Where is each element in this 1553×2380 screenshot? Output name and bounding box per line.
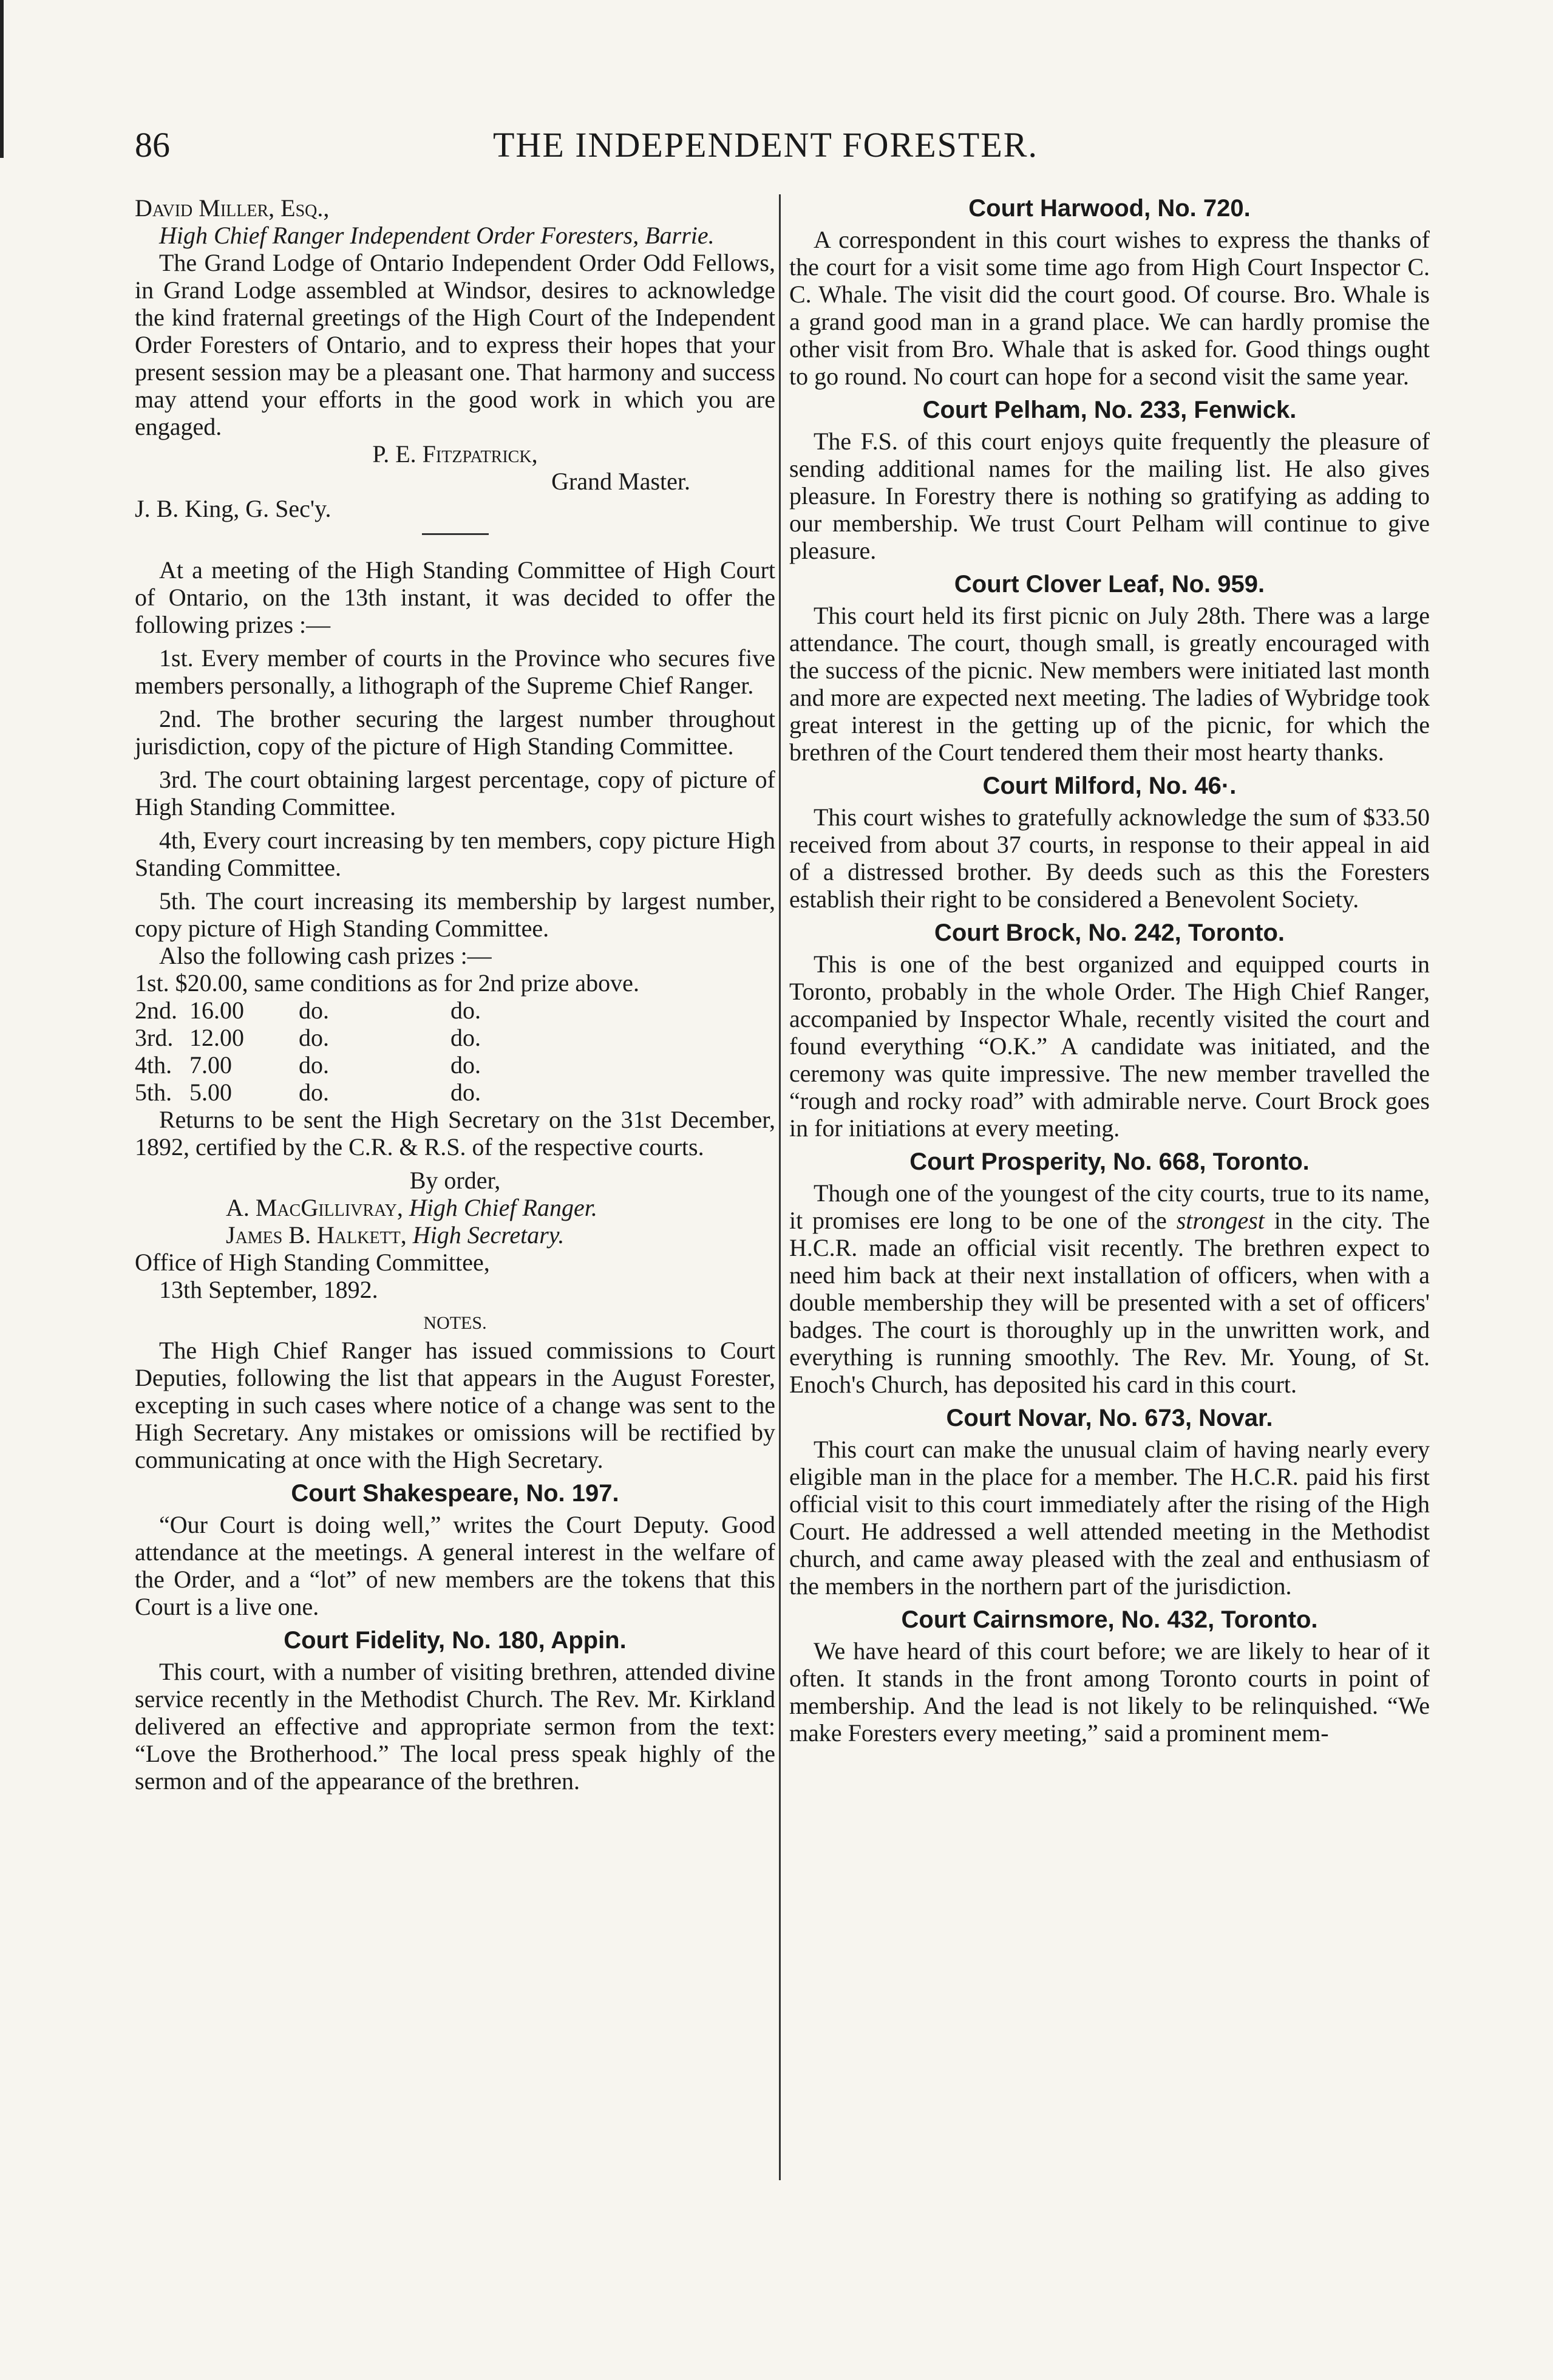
cash-prize-first: 1st. $20.00, same conditions as for 2nd prize above. — [135, 969, 639, 997]
court-heading: Court Brock, No. 242, Toronto. — [934, 919, 1285, 946]
letter-secretary: J. B. King, G. Sec'y. — [135, 495, 331, 522]
letter-body: The Grand Lodge of Ontario Independent Order Odd Fellows, in Grand Lodge assembled at Windsor, desires to acknowledge the kind fraternal greetings of the High Court of the Independent Order Foresters of Ontario, and to express their hopes that your present session may be a pleasant one. That harmony and success may attend your efforts in the good work in which you are engaged. — [135, 249, 775, 440]
notes-heading: NOTES. — [423, 1313, 487, 1333]
cash-place: 3rd. — [135, 1024, 174, 1051]
cash-prize-row — [135, 1051, 775, 1079]
cash-place: 2nd. — [135, 997, 177, 1024]
cash-amount: 12.00 — [189, 1024, 244, 1051]
running-title: THE INDEPENDENT FORESTER. — [493, 125, 1038, 165]
section-rule — [422, 533, 489, 535]
prizes-intro: At a meeting of the High Standing Committee of High Court of Ontario, on the 13th instant, it was decided to offer the following prizes :— — [135, 556, 775, 638]
court-heading: Court Pelham, No. 233, Fenwick. — [922, 397, 1297, 423]
right-column — [789, 194, 1430, 1747]
page-header — [135, 124, 1431, 173]
court-heading: Court Novar, No. 673, Novar. — [946, 1405, 1273, 1431]
page-number: 86 — [135, 125, 170, 165]
prize-item: 5th. The court increasing its membership by largest number, copy picture of High Standing Committee. — [135, 887, 775, 942]
letter-addressee: David Miller, Esq., — [135, 194, 330, 222]
prize-item: 1st. Every member of courts in the Province who secures five members personally, a lithograph of the Supreme Chief Ranger. — [135, 644, 775, 699]
cash-ditto: do. — [450, 1024, 481, 1051]
court-body: This court, with a number of visiting brethren, attended divine service recently in the Methodist Church. The Rev. Mr. Kirkland delivered an effective and appropriate sermon from the text: “Love the Brotherhood.” The local press speak highly of the sermon and of the appearance of the brethren. — [135, 1658, 775, 1795]
prize-item: 3rd. The court obtaining largest percentage, copy of picture of High Standing Committee. — [135, 766, 775, 820]
court-heading: Court Fidelity, No. 180, Appin. — [284, 1627, 627, 1654]
court-heading: Court Clover Leaf, No. 959. — [954, 571, 1265, 598]
cash-amount: 7.00 — [189, 1051, 232, 1079]
column-divider — [779, 194, 781, 2180]
left-column — [135, 194, 775, 1795]
office-line: Office of High Standing Committee, — [135, 1249, 490, 1276]
letter-addressee-title: High Chief Ranger Independent Order Foresters, Barrie. — [159, 222, 715, 249]
notes-body: The High Chief Ranger has issued commissions to Court Deputies, following the list that appears in the August Forester, excepting in such cases where notice of a change was sent to the High Secretary. Any mistakes or omissions will be rectified by communicating at once with the High Secretary. — [135, 1337, 775, 1473]
body-text: in the city. The H.C.R. made an official visit recently. The brethren expect to need him back at their next installation of officers, when with a double membership they will be presented with a set of officers' badges. The court is thoroughly up in the unwritten work, and everything is running smoothly. The Rev. Mr. Young, of St. Enoch's Church, has deposited his card in this court. — [789, 1207, 1430, 1398]
court-body: We have heard of this court before; we are likely to hear of it often. It stands in the front among Toronto courts in point of membership. And the lead is not likely to be relinquished. “We make Foresters every meeting,” said a prominent mem- — [789, 1637, 1430, 1747]
prizes-returns: Returns to be sent the High Secretary on the 31st December, 1892, certified by the C.R. & R.S. of the respective courts. — [135, 1106, 775, 1161]
signer-name: A. MacGillivray, — [226, 1194, 403, 1221]
cash-place: 5th. — [135, 1079, 172, 1106]
letter-signer-title: Grand Master. — [551, 468, 690, 495]
court-body: This court can make the unusual claim of having nearly every eligible man in the place for a member. The H.C.R. paid his first official visit to this court immediately after the rising of the High Court. He addressed a well attended meeting in the Methodist church, and came away pleased with the zeal and enthusiasm of the members in the northern part of the jurisdiction. — [789, 1436, 1430, 1600]
court-heading: Court Harwood, No. 720. — [968, 195, 1251, 222]
court-body: This court held its first picnic on July 28th. There was a large attendance. The court, though small, is greatly encouraged with the success of the picnic. New members were initiated last month and more are expected next meeting. The ladies of Wybridge took great interest in the getting up of the picnic, for which the brethren of the Court tendered them their most hearty thanks. — [789, 602, 1430, 766]
emphasis-text: strongest — [1176, 1207, 1265, 1234]
court-body: “Our Court is doing well,” writes the Court Deputy. Good attendance at the meetings. A general interest in the welfare of the Order, and a “lot” of new members are the tokens that this Court is a live one. — [135, 1511, 775, 1620]
cash-place: 4th. — [135, 1051, 172, 1079]
cash-amount: 16.00 — [189, 997, 244, 1024]
signer-name: James B. Halkett, — [226, 1221, 407, 1249]
prize-item: 4th, Every court increasing by ten members, copy picture High Standing Committee. — [135, 827, 775, 881]
court-body: The F.S. of this court enjoys quite frequently the pleasure of sending additional names for the mailing list. He also gives pleasure. In Forestry there is nothing so gratifying as adding to our membership. We trust Court Pelham will continue to give pleasure. — [789, 428, 1430, 564]
letter-signer-name: P. E. Fitzpatrick, — [372, 440, 538, 468]
cash-amount: 5.00 — [189, 1079, 232, 1106]
cash-prize-row — [135, 1024, 775, 1051]
committee-signer — [135, 1194, 775, 1221]
court-heading: Court Cairnsmore, No. 432, Toronto. — [901, 1606, 1318, 1633]
cash-prize-row — [135, 997, 775, 1024]
cash-ditto: do. — [299, 1051, 329, 1079]
cash-ditto: do. — [299, 997, 329, 1024]
court-body: This court wishes to gratefully acknowledge the sum of $33.50 received from about 37 courts, in response to their appeal in aid of a distressed brother. By deeds such as this the Foresters establish their right to be considered a Benevolent Society. — [789, 803, 1430, 913]
cash-ditto: do. — [450, 997, 481, 1024]
court-heading: Court Prosperity, No. 668, Toronto. — [909, 1148, 1310, 1175]
cash-ditto: do. — [299, 1079, 329, 1106]
cash-ditto: do. — [450, 1051, 481, 1079]
cash-prizes-intro: Also the following cash prizes :— — [159, 942, 492, 969]
committee-signer — [135, 1221, 775, 1249]
scan-edge-mark — [0, 0, 4, 158]
body-text: Though one of the youngest of the city courts, true to its name, it promises ere long to be one of the — [789, 1179, 1430, 1234]
cash-ditto: do. — [299, 1024, 329, 1051]
court-body: This is one of the best organized and equipped courts in Toronto, probably in the whole Order. The High Chief Ranger, accompanied by Inspector Whale, recently visited the court and found everything “O.K.” A candidate was initiated, and the ceremony was quite impressive. The new member travelled the “rough and rocky road” with admirable nerve. Court Brock goes in for initiations at every meeting. — [789, 950, 1430, 1142]
court-heading: Court Shakespeare, No. 197. — [291, 1480, 619, 1507]
court-heading: Court Milford, No. 46·. — [982, 772, 1237, 799]
court-body — [789, 1179, 1430, 1398]
cash-ditto: do. — [450, 1079, 481, 1106]
prize-item: 2nd. The brother securing the largest number throughout jurisdiction, copy of the picture of High Standing Committee. — [135, 705, 775, 760]
court-body: A correspondent in this court wishes to express the thanks of the court for a visit some time ago from High Court Inspector C. C. Whale. The visit did the court good. Of course. Bro. Whale is a grand good man in a grand place. We can hardly promise the other visit from Bro. Whale that is asked for. Good things ought to go round. No court can hope for a second visit the same year. — [789, 226, 1430, 390]
office-date: 13th September, 1892. — [159, 1276, 378, 1303]
signer-title: High Chief Ranger. — [409, 1194, 597, 1221]
signer-title: High Secretary. — [412, 1221, 565, 1249]
by-order: By order, — [409, 1167, 501, 1194]
cash-prize-row — [135, 1079, 775, 1106]
